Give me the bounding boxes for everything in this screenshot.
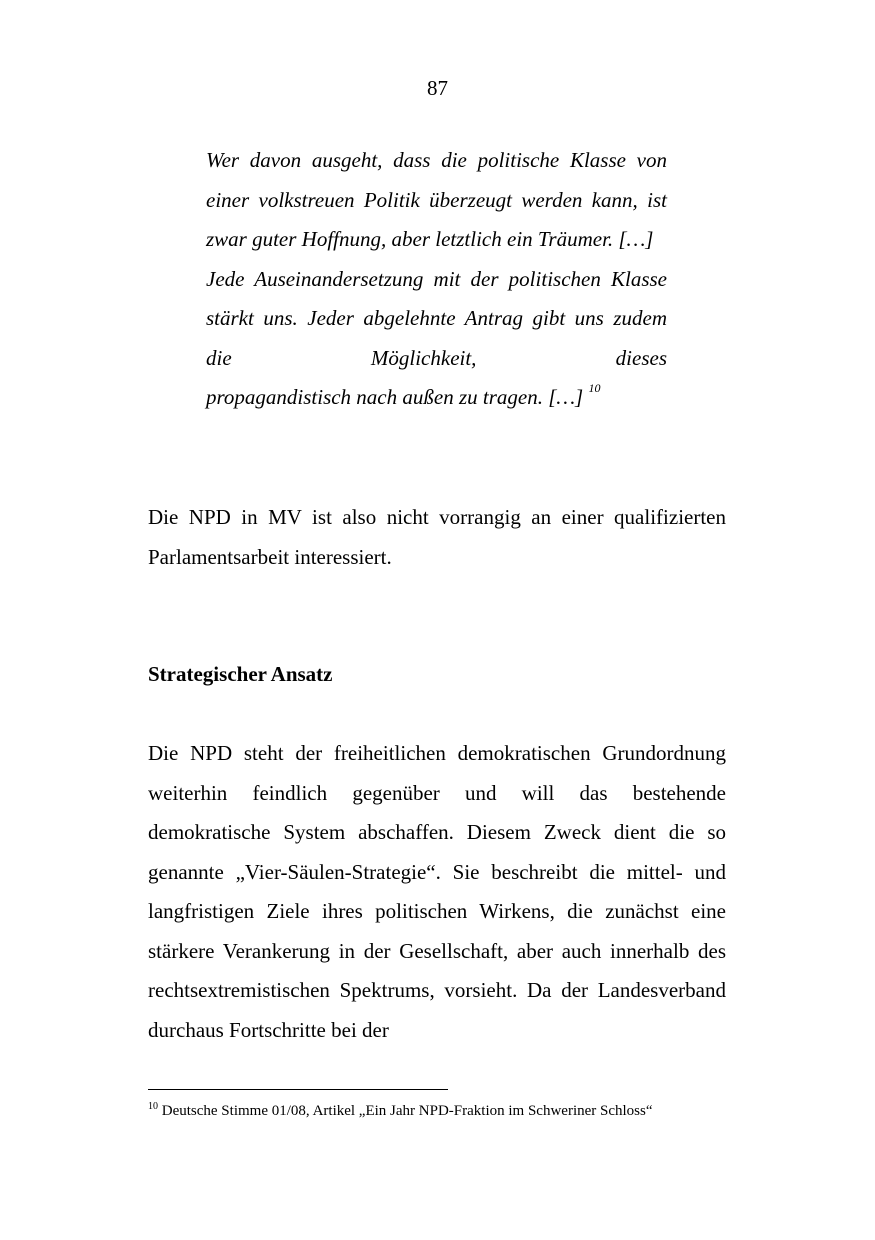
body-paragraph-2: Die NPD steht der freiheitlichen demokratischen Grundordnung weiterhin feindlich gegenüber und will das bestehende demokratische System abschaffen. Diesem Zweck dient die so genannte „Vier-Säulen-Strategie“. Sie beschreibt die mittel- und langfristigen Ziele ihres politischen Wirkens, die zunächst eine stärkere Verankerung in der Gesellschaft, aber auch innerhalb des rechtsextremistischen Spektrums, vorsieht. Da der Landesverband durchaus Fortschritte bei der [148,741,726,1042]
quote-paragraph-2-end [206,378,667,418]
footnote-divider [148,1089,448,1090]
quote-paragraph-2: Jede Auseinandersetzung mit der politischen Klasse stärkt uns. Jeder abgelehnte Antrag gibt uns zudem die Möglichkeit, dieses [206,266,667,370]
footnote-number: 10 [148,1101,158,1112]
footnote-reference: 10 [588,381,601,395]
footnote [148,1101,748,1121]
quote-paragraph-2-tail: propagandistisch nach außen zu tragen. […] [206,385,584,409]
page-number: 87 [427,76,448,100]
section-heading: Strategischer Ansatz [148,662,333,686]
footnote-text: Deutsche Stimme 01/08, Artikel „Ein Jahr NPD-Fraktion im Schweriner Schloss“ [161,1103,653,1119]
quote-paragraph-1: Wer davon ausgeht, dass die politische Klasse von einer volkstreuen Politik überzeugt werden kann, ist zwar guter Hoffnung, aber letztlich ein Träumer. […] [206,148,667,251]
block-quote [206,141,667,418]
body-paragraph-1: Die NPD in MV ist also nicht vorrangig an einer qualifizierten Parlamentsarbeit interessiert. [148,505,726,569]
